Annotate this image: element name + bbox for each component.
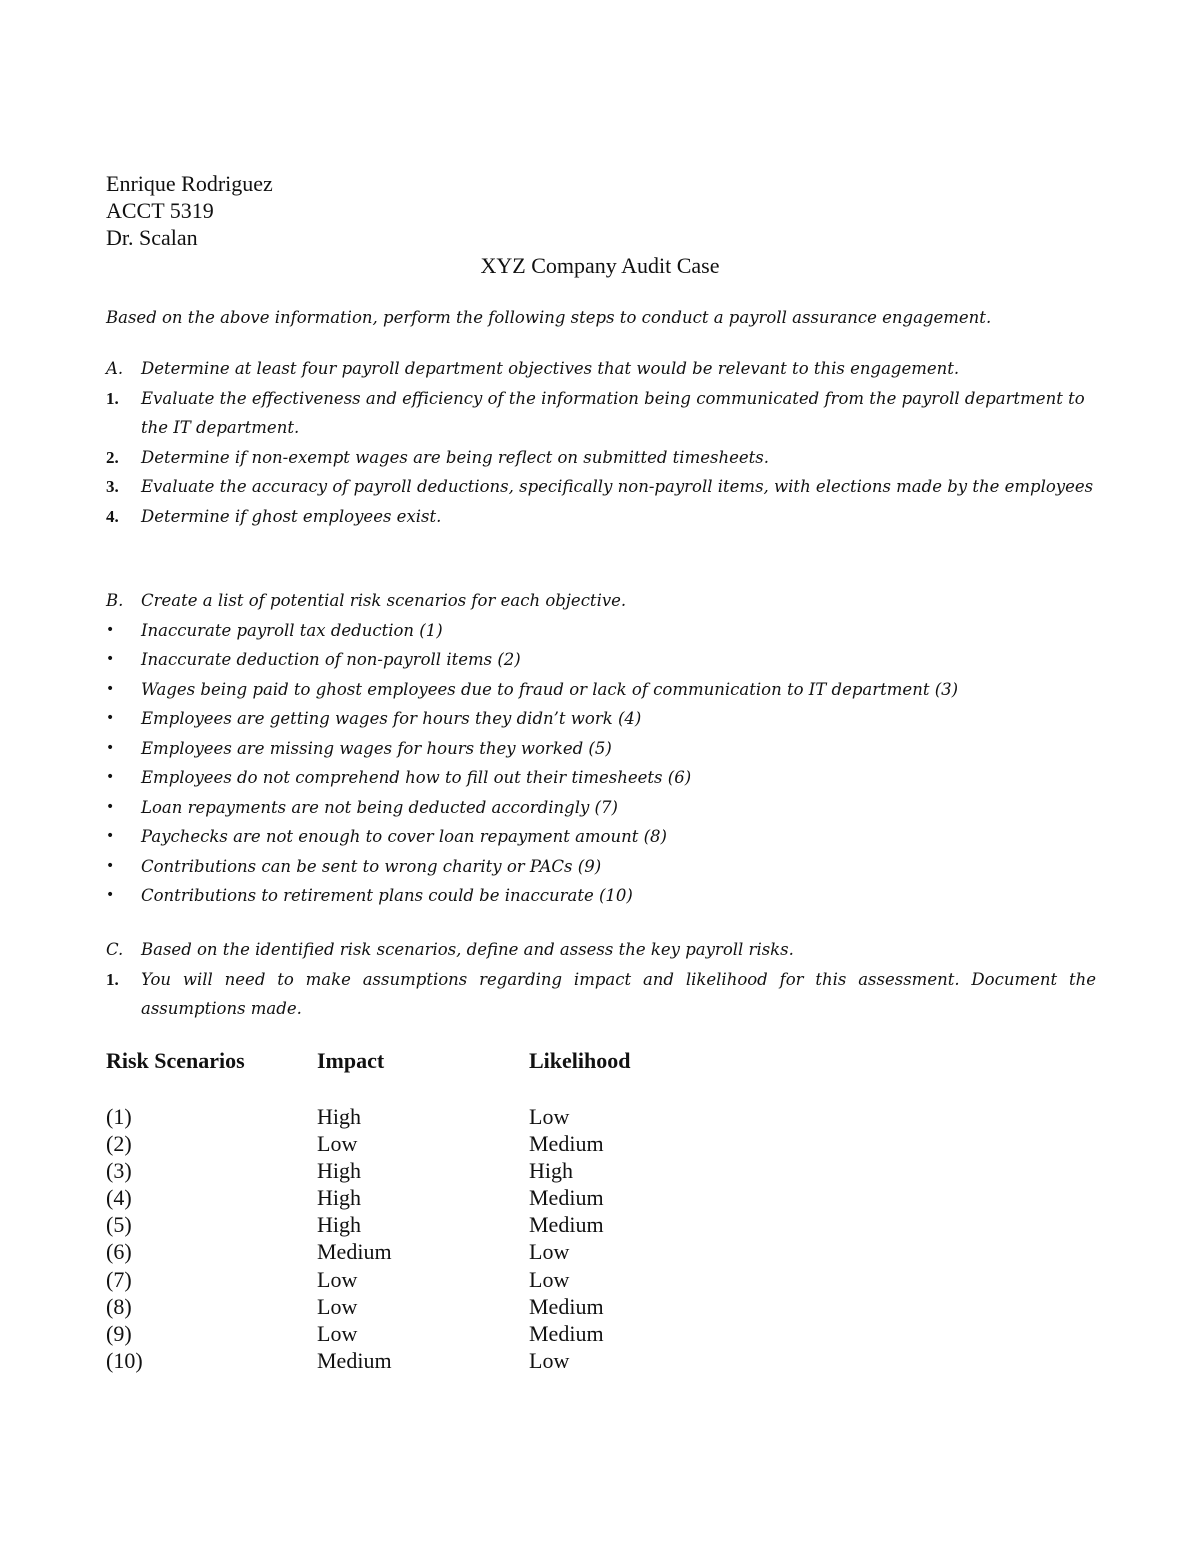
scenario-cell: (2) — [106, 1131, 132, 1157]
scenario-cell: (4) — [106, 1185, 132, 1211]
risk-scenario-item — [106, 734, 1096, 764]
course-code: ACCT 5319 — [106, 198, 214, 223]
section-c-marker: C. — [106, 940, 124, 959]
table-row — [106, 1184, 806, 1211]
scenario-cell: (5) — [106, 1212, 132, 1238]
objective-number: 3. — [106, 477, 119, 496]
risk-scenario-text: Employees are getting wages for hours they didn’t work (4) — [141, 709, 642, 728]
risk-scenario-text: Wages being paid to ghost employees due to fraud or lack of communication to IT department (3) — [141, 679, 959, 699]
scenario-cell: (6) — [106, 1239, 132, 1265]
table-row — [106, 1293, 806, 1320]
bullet-icon: • — [106, 828, 115, 844]
likelihood-cell: Medium — [529, 1185, 604, 1211]
likelihood-cell: Low — [529, 1266, 570, 1292]
impact-cell: Low — [317, 1131, 358, 1157]
section-a — [106, 354, 1096, 531]
document-title: XYZ Company Audit Case — [480, 253, 720, 278]
risk-scenario-item — [106, 793, 1096, 823]
table-row — [106, 1157, 806, 1184]
likelihood-cell: Medium — [529, 1212, 604, 1238]
impact-cell: Medium — [317, 1239, 392, 1265]
risk-scenario-item — [106, 616, 1096, 646]
risk-scenario-text: Contributions to retirement plans could be inaccurate (10) — [141, 886, 633, 905]
instructor-name: Dr. Scalan — [106, 225, 198, 250]
risk-scenario-item — [106, 645, 1096, 675]
table-row — [106, 1130, 806, 1157]
section-b-heading-text: Create a list of potential risk scenarios for each objective. — [141, 591, 627, 610]
bullet-icon: • — [106, 798, 115, 815]
section-b-heading — [106, 586, 1096, 616]
scenario-cell: (9) — [106, 1320, 132, 1346]
section-b-marker: B. — [106, 591, 124, 610]
risk-scenario-item — [106, 822, 1096, 852]
likelihood-cell: High — [529, 1158, 573, 1184]
table-row — [106, 1238, 806, 1265]
objective-number: 1. — [106, 388, 119, 408]
scenario-cell: (8) — [106, 1293, 132, 1319]
objective-item — [106, 472, 1096, 502]
impact-cell: Medium — [317, 1347, 392, 1373]
impact-cell: High — [317, 1104, 361, 1129]
likelihood-cell: Medium — [529, 1131, 604, 1157]
objective-number: 2. — [106, 447, 119, 467]
risk-scenario-text: Loan repayments are not being deducted accordingly (7) — [141, 797, 618, 817]
risk-scenario-item — [106, 763, 1096, 793]
bullet-icon: • — [106, 651, 115, 667]
risk-scenario-item — [106, 675, 1096, 705]
objective-text: Evaluate the accuracy of payroll deductions, specifically non-payroll items, with elections made by the employees — [141, 477, 1094, 496]
bullet-icon: • — [106, 710, 115, 726]
objective-item — [106, 384, 1096, 443]
scenario-cell: (10) — [106, 1347, 143, 1373]
risk-table — [106, 1103, 806, 1374]
section-c — [106, 935, 1096, 1024]
section-a-heading — [106, 354, 1096, 384]
assessment-text: You will need to make assumptions regarding impact and likelihood for this assessment. Document the assumptions made. — [141, 969, 1096, 1018]
objective-number: 4. — [106, 506, 119, 526]
objective-text: Determine if ghost employees exist. — [141, 506, 442, 526]
risk-scenario-text: Inaccurate payroll tax deduction (1) — [141, 620, 443, 640]
scenario-cell: (1) — [106, 1104, 132, 1129]
impact-cell: High — [317, 1212, 361, 1238]
header-impact: Impact — [317, 1048, 385, 1073]
objective-item — [106, 502, 1096, 532]
section-b — [106, 586, 1096, 911]
section-c-heading-text: Based on the identified risk scenarios, define and assess the key payroll risks. — [141, 940, 794, 959]
bullet-icon: • — [106, 621, 115, 638]
risk-scenario-text: Employees are missing wages for hours they worked (5) — [141, 738, 612, 758]
impact-cell: High — [317, 1158, 361, 1184]
likelihood-cell: Low — [529, 1239, 570, 1265]
objective-item — [106, 443, 1096, 473]
table-row — [106, 1320, 806, 1347]
header-risk-scenarios: Risk Scenarios — [106, 1048, 245, 1073]
risk-scenario-item — [106, 704, 1096, 734]
intro-paragraph: Based on the above information, perform the following steps to conduct a payroll assurance engagement. — [106, 308, 992, 327]
risk-scenario-item — [106, 881, 1096, 911]
objective-text: Evaluate the effectiveness and efficiency of the information being communicated from the payroll department to the IT department. — [141, 388, 1085, 437]
table-row — [106, 1347, 806, 1374]
section-a-heading-text: Determine at least four payroll department objectives that would be relevant to this engagement. — [141, 359, 960, 378]
impact-cell: Low — [317, 1293, 358, 1319]
likelihood-cell: Low — [529, 1347, 570, 1373]
table-row — [106, 1266, 806, 1293]
risk-scenario-text: Employees do not comprehend how to fill out their timesheets (6) — [141, 768, 692, 787]
bullet-icon: • — [106, 680, 115, 697]
bullet-icon: • — [106, 887, 115, 903]
bullet-icon: • — [106, 857, 115, 874]
risk-scenario-text: Paychecks are not enough to cover loan repayment amount (8) — [141, 827, 667, 846]
header-likelihood: Likelihood — [529, 1048, 631, 1073]
likelihood-cell: Medium — [529, 1293, 604, 1319]
likelihood-cell: Low — [529, 1104, 570, 1129]
bullet-icon: • — [106, 769, 115, 785]
risk-scenario-text: Contributions can be sent to wrong charity or PACs (9) — [141, 856, 602, 876]
author-name: Enrique Rodriguez — [106, 171, 273, 196]
scenario-cell: (3) — [106, 1158, 132, 1184]
table-row — [106, 1103, 806, 1130]
assessment-item — [106, 965, 1096, 1024]
table-row — [106, 1211, 806, 1238]
impact-cell: Low — [317, 1266, 358, 1292]
scenario-cell: (7) — [106, 1266, 132, 1292]
impact-cell: High — [317, 1185, 361, 1211]
risk-scenario-item — [106, 852, 1096, 882]
section-c-heading — [106, 935, 1096, 965]
risk-scenario-text: Inaccurate deduction of non-payroll items (2) — [141, 650, 521, 669]
objective-text: Determine if non-exempt wages are being reflect on submitted timesheets. — [141, 447, 769, 467]
bullet-icon: • — [106, 739, 115, 756]
likelihood-cell: Medium — [529, 1320, 604, 1346]
impact-cell: Low — [317, 1320, 358, 1346]
section-a-marker: A. — [106, 359, 124, 378]
assessment-number: 1. — [106, 969, 119, 989]
